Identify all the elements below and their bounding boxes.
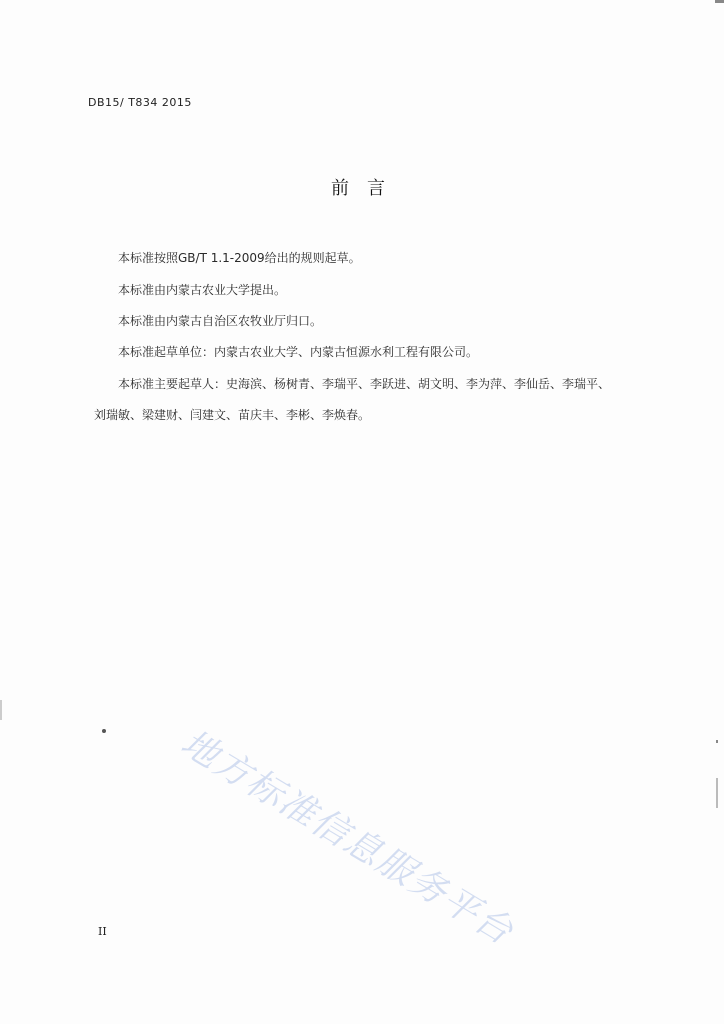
scan-edge-mark	[715, 0, 724, 3]
page-number: II	[98, 925, 107, 938]
scan-edge-mark	[716, 740, 718, 743]
preface-paragraph-centralized-unit: 本标准由内蒙古自治区农牧业厅归口。	[118, 314, 323, 328]
preface-paragraph-drafting-rules: 本标准按照GB/T 1.1-2009给出的规则起草。	[118, 251, 361, 265]
preface-paragraph-proposer: 本标准由内蒙古农业大学提出。	[118, 283, 287, 297]
watermark: 地方标准信息服务平台	[173, 722, 521, 954]
preface-paragraph-drafters-line2: 刘瑞敏、梁建财、闫建文、苗庆丰、李彬、李焕春。	[94, 408, 371, 422]
scan-speck	[102, 729, 106, 733]
standard-code: DB15/ T834 2015	[88, 96, 192, 109]
scan-edge-mark	[0, 700, 2, 720]
preface-title: 前言	[331, 178, 403, 199]
preface-paragraph-drafting-units: 本标准起草单位：内蒙古农业大学、内蒙古恒源水利工程有限公司。	[118, 345, 479, 359]
preface-paragraph-drafters-line1: 本标准主要起草人：史海滨、杨树青、李瑞平、李跃进、胡文明、李为萍、李仙岳、李瑞平、	[118, 377, 611, 391]
scan-edge-mark	[716, 778, 718, 808]
